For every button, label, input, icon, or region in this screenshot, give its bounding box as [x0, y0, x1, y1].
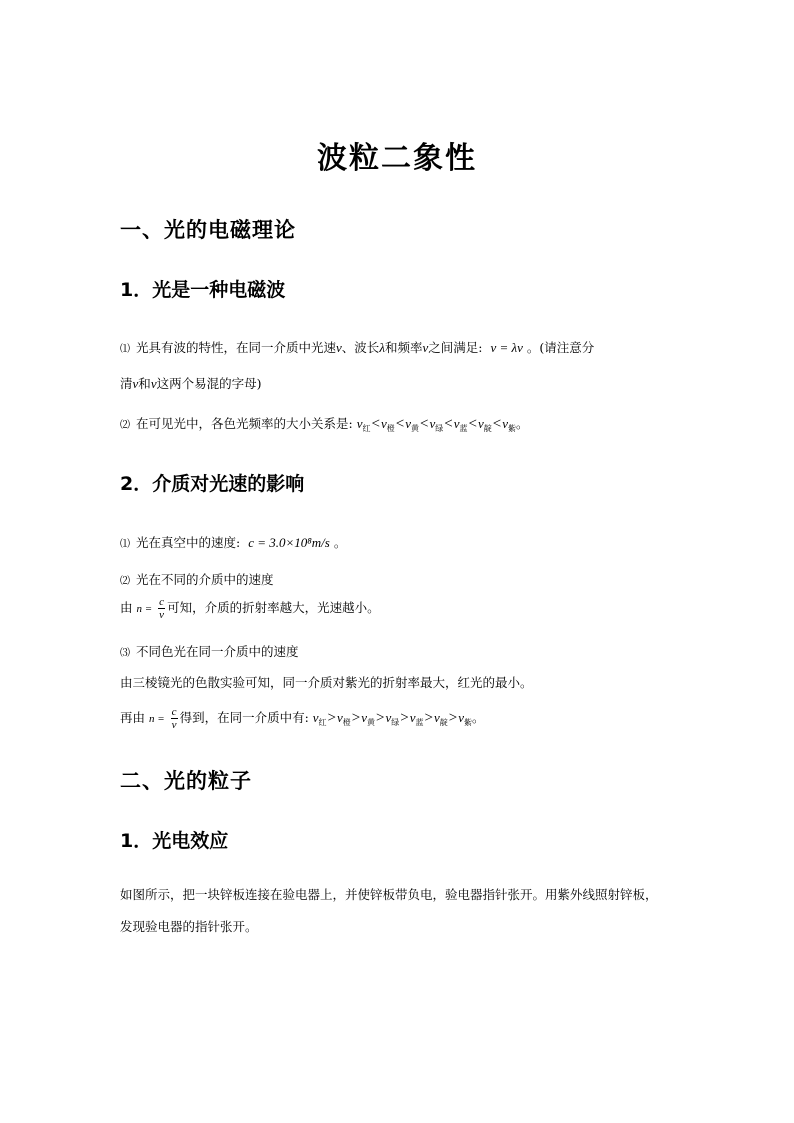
- text-segment: 这两个易混的字母): [156, 376, 262, 391]
- color-subscript: 绿: [435, 424, 444, 433]
- color-subscript: 蓝: [415, 718, 424, 727]
- subsection-heading-em-wave: 1．光是一种电磁波: [120, 279, 286, 301]
- paragraph-color-frequency: [120, 414, 529, 434]
- text-segment: 可知，介质的折射率越大，光速越小。: [167, 600, 380, 615]
- paragraph-photoelectric-line1: 如图所示，把一块锌板连接在验电器上，并使锌板带负电，验电器指针张开。用紫外线照射锌板，: [120, 887, 658, 902]
- paragraph-photoelectric-line2: 发现验电器的指针张开。: [120, 919, 258, 934]
- symbol-nu: ν: [422, 340, 429, 355]
- section-heading-particle: 二、光的粒子: [120, 768, 252, 793]
- color-subscript: 橙: [342, 718, 351, 727]
- symbol-v: $v_绿$: [385, 710, 400, 727]
- color-subscript: 紫: [507, 424, 516, 433]
- relation-sign: >: [448, 710, 458, 726]
- color-subscript: 蓝: [459, 424, 468, 433]
- symbol-v: v: [132, 376, 139, 391]
- fraction-c-over-v: [158, 596, 165, 621]
- symbol-ν: $\nu_紫$: [502, 416, 516, 433]
- symbol-nu: ν: [150, 376, 157, 391]
- relation-sign: >: [351, 710, 361, 726]
- relation-sign: >: [376, 710, 385, 726]
- item-number: ⑴: [120, 344, 130, 355]
- symbol-ν: $\nu_绿$: [429, 416, 444, 433]
- fraction-numerator: c: [159, 596, 165, 608]
- symbol-ν: $\nu_靛$: [477, 416, 492, 433]
- symbol-v: $v_紫$: [458, 710, 473, 727]
- text-segment: 光在真空中的速度:: [136, 535, 241, 550]
- relation-sign: >: [400, 710, 409, 726]
- relation-sign: <: [371, 416, 380, 432]
- text-segment: 再由: [120, 710, 146, 725]
- text-segment: 之间满足:: [428, 340, 483, 355]
- formula-lhs: n =: [149, 713, 165, 725]
- paragraph-wave-property-cont: [120, 374, 261, 392]
- page-title: 波粒二象性: [317, 141, 477, 176]
- paragraph-speed-order: [120, 706, 485, 731]
- fraction-numerator: c: [171, 706, 177, 718]
- relation-sign: >: [424, 710, 434, 726]
- relation-sign: <: [468, 416, 477, 432]
- symbol-ν: $\nu_黄$: [405, 416, 419, 433]
- color-subscript: 靛: [439, 718, 448, 727]
- symbol-v: $v_红$: [312, 710, 327, 727]
- paragraph-prism-dispersion: 由三棱镜光的色散实验可知，同一介质对紫光的折射率最大，红光的最小。: [120, 675, 533, 690]
- subsection-heading-medium-speed: 2．介质对光速的影响: [120, 473, 305, 495]
- fraction-denominator: v: [171, 719, 177, 731]
- paragraph-wave-property: [120, 338, 594, 356]
- symbol-ν: $\nu_蓝$: [453, 416, 468, 433]
- relation-sign: <: [419, 416, 429, 432]
- text-segment: 和: [138, 376, 151, 391]
- item-number: ⑶: [120, 648, 130, 659]
- text-segment: 。: [515, 416, 529, 431]
- paragraph-vacuum-speed: [120, 533, 346, 551]
- symbol-v: $v_橙$: [337, 710, 351, 727]
- symbol-ν: $\nu_橙$: [380, 416, 395, 433]
- relation-sign: <: [492, 416, 502, 432]
- item-number: ⑴: [120, 539, 130, 550]
- fraction-denominator: v: [159, 609, 165, 621]
- relation-sign: >: [327, 710, 337, 726]
- paragraph-medium-speed: [120, 570, 274, 588]
- text-segment: 不同色光在同一介质中的速度: [136, 644, 299, 659]
- color-subscript: 紫: [464, 718, 473, 727]
- text-segment: 和频率: [384, 340, 423, 355]
- paragraph-color-speed: [120, 642, 299, 660]
- color-subscript: 绿: [391, 718, 400, 727]
- color-subscript: 黄: [367, 718, 376, 727]
- fraction-c-over-v: [171, 706, 178, 731]
- symbol-v: $v_蓝$: [409, 710, 424, 727]
- formula-wave-speed: v = λν: [490, 340, 523, 355]
- formula-lhs: n =: [136, 603, 153, 615]
- color-subscript: 红: [362, 424, 371, 433]
- relation-sign: <: [395, 416, 405, 432]
- color-subscript: 红: [318, 718, 327, 727]
- formula-light-speed: c = 3.0×10⁸m/s: [248, 535, 330, 550]
- subsection-heading-photoelectric: 1．光电效应: [120, 830, 229, 852]
- text-segment: 。: [333, 535, 347, 550]
- text-segment: 得到，在同一介质中有:: [179, 710, 309, 725]
- text-segment: 光在不同的介质中的速度: [136, 572, 274, 587]
- text-segment: 光具有波的特性，在同一介质中光速: [136, 340, 337, 355]
- text-segment: 由: [120, 600, 133, 615]
- text-segment: 、波长: [341, 340, 380, 355]
- color-subscript: 靛: [483, 424, 492, 433]
- symbol-v: v: [336, 340, 342, 355]
- text-segment: 清: [120, 376, 133, 391]
- section-heading-em-theory: 一、光的电磁理论: [120, 217, 296, 242]
- text-segment: 。: [472, 710, 485, 725]
- symbol-v: $v_黄$: [361, 710, 376, 727]
- color-subscript: 黄: [410, 424, 419, 433]
- symbol-lambda: λ: [379, 340, 385, 355]
- frequency-inequality: [357, 416, 516, 431]
- symbol-v: $v_靛$: [434, 710, 448, 727]
- text-segment: 在可见光中，各色光频率的大小关系是:: [136, 416, 353, 431]
- item-number: ⑵: [120, 576, 130, 587]
- color-subscript: 橙: [386, 424, 395, 433]
- item-number: ⑵: [120, 420, 130, 431]
- paragraph-refractive-index: [120, 596, 380, 621]
- relation-sign: <: [444, 416, 453, 432]
- text-segment: 。(请注意分: [526, 340, 595, 355]
- symbol-ν: $\nu_红$: [356, 416, 371, 433]
- speed-inequality: [313, 710, 472, 725]
